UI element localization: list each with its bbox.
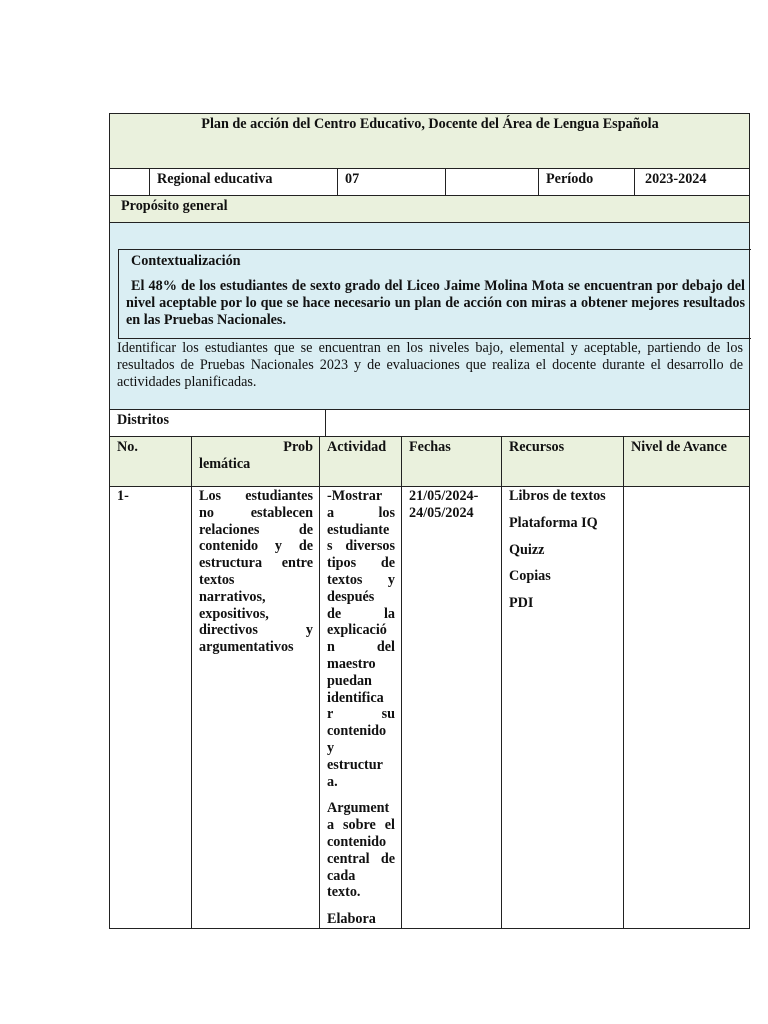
context-heading: Contextualización (131, 253, 241, 269)
period-label: Período (546, 171, 594, 187)
activity-line: Argument (327, 800, 390, 817)
dates-line: 24/05/2024 (409, 504, 474, 521)
activity-line (327, 817, 395, 834)
problem-line: narrativos, (199, 588, 266, 605)
activity-line: identifica (327, 689, 384, 706)
activity-line-word: n (327, 639, 335, 656)
context-text: El 48% de los estudiantes de sexto grado del Liceo Jaime Molina Mota se encuentran por debajo del nivel aceptable por lo que se hace necesario un plan de acción con miras a obtener mejores resultados en las Pruebas Nacionales. (126, 278, 745, 328)
problem-line-word: relaciones (199, 521, 260, 538)
problem-line: expositivos, (199, 605, 269, 622)
activity-line (327, 538, 395, 555)
document-title: Plan de acción del Centro Educativo, Docente del Área de Lengua Española (201, 116, 659, 132)
districts-row (109, 409, 750, 436)
regional-row (109, 168, 750, 195)
regional-value-cell (337, 168, 445, 195)
activity-line: texto. (327, 884, 361, 901)
purpose-row (109, 195, 750, 222)
problem-line-word: de (298, 521, 313, 538)
header-problem: Prob lemática (191, 436, 319, 486)
dates-text (409, 488, 495, 522)
activity-block-1 (327, 488, 395, 790)
row1-problem (191, 486, 319, 929)
activity-block-3 (327, 911, 395, 928)
activity-line: puedan (327, 672, 372, 689)
activity-line (327, 606, 395, 623)
problem-line-word: no (199, 504, 214, 521)
activity-line-word: central (327, 850, 370, 867)
table-row (109, 486, 750, 929)
problem-line-word: contenido (199, 538, 259, 555)
activity-line-word: diversos (345, 538, 395, 555)
problem-text (199, 488, 313, 656)
blank-cell-a (109, 168, 149, 195)
activity-line-word: de (380, 555, 395, 572)
problem-line-word: entre (281, 555, 313, 572)
activity-line: Elabora (327, 911, 376, 928)
table-header-row (109, 436, 750, 486)
problem-line-word: estudiantes (245, 488, 313, 504)
blank-cell-b (445, 168, 538, 195)
problem-line-word: y (274, 538, 283, 555)
problem-line-word: establecen (250, 504, 313, 521)
regional-label: Regional educativa (157, 171, 273, 187)
districts-label: Distritos (117, 412, 170, 428)
resource-item: Libros de textos (509, 488, 606, 504)
districts-value-cell (325, 409, 750, 436)
resources-list (509, 488, 617, 612)
problem-line-word: y (305, 622, 313, 639)
activity-line-word: r (327, 706, 334, 723)
resource-item: Plataforma IQ (509, 514, 598, 531)
problem-line (199, 522, 313, 539)
header-resources: Recursos (501, 436, 623, 486)
context-box (118, 249, 751, 339)
activity-line: contenido (327, 833, 387, 850)
problem-line: argumentativos (199, 639, 294, 656)
activity-line: cada (327, 867, 356, 884)
activity-line: estructur (327, 756, 383, 773)
problem-line-word: directivos (199, 622, 258, 639)
activity-line (327, 706, 395, 723)
activity-line-word: de (380, 850, 395, 867)
activity-line (327, 555, 395, 572)
header-progress: Nivel de Avance (623, 436, 750, 486)
activity-line (327, 572, 395, 589)
problem-line (199, 538, 313, 555)
problem-line-word: Los (199, 488, 222, 504)
activity-line-word: a (327, 504, 335, 521)
activity-line-word: del (376, 639, 395, 656)
problem-line-word: estructura (199, 555, 263, 572)
activity-line-word: los (378, 504, 395, 521)
activity-line-word: textos (327, 571, 363, 588)
activity-line (327, 639, 395, 656)
resource-item: Quizz (509, 541, 545, 558)
table-bottom-border (109, 928, 750, 929)
activity-line: y (327, 739, 335, 756)
period-value: 2023-2024 (645, 171, 707, 187)
regional-value: 07 (345, 171, 360, 187)
period-value-cell (634, 168, 750, 195)
header-no: No. (109, 436, 191, 486)
row1-progress (623, 486, 750, 929)
activity-line (327, 505, 395, 522)
header-activity: Actividad (319, 436, 401, 486)
title-row (109, 113, 750, 168)
activity-line-word: a (327, 817, 335, 834)
activity-line-word: la (383, 605, 395, 622)
activity-line (327, 851, 395, 868)
activity-line-word: su (381, 706, 395, 723)
problem-line (199, 488, 313, 505)
row1-activity (319, 486, 401, 929)
activity-line: explicació (327, 622, 387, 639)
row1-resources (501, 486, 623, 929)
header-dates: Fechas (401, 436, 501, 486)
activity-line: después (327, 588, 375, 605)
activity-line-word: y (387, 571, 395, 588)
districts-label-cell (109, 409, 325, 436)
context-row (109, 222, 750, 409)
activity-line-word: s (327, 538, 333, 555)
context-cell (109, 222, 750, 409)
resource-item: PDI (509, 595, 534, 612)
activity-line: a. (327, 773, 338, 790)
purpose-cell (109, 195, 750, 222)
problem-line: textos (199, 571, 235, 588)
period-label-cell (538, 168, 634, 195)
objective-text: Identificar los estudiantes que se encuentran en los niveles bajo, elemental y aceptable, partiendo de los resultados de Pruebas Nacionales 2023 y de evaluaciones que realiza el docente durante el desarrollo de actividades planificadas. (117, 340, 743, 390)
regional-label-cell (149, 168, 337, 195)
problem-line (199, 622, 313, 639)
resource-item: Copias (509, 568, 551, 585)
problem-line (199, 555, 313, 572)
dates-line: 21/05/2024- (409, 488, 479, 504)
problem-line-word: de (298, 538, 313, 555)
activity-line: estudiante (327, 521, 390, 538)
row1-no: 1- (109, 486, 191, 929)
problem-line (199, 505, 313, 522)
activity-line: contenido (327, 723, 387, 740)
activity-line: -Mostrar (327, 488, 383, 504)
purpose-label: Propósito general (121, 198, 228, 214)
activity-line-word: tipos (327, 555, 357, 572)
row1-dates (401, 486, 501, 929)
activity-block-2 (327, 800, 395, 901)
activity-line-word: de (327, 605, 342, 622)
activity-line-word: sobre (343, 817, 376, 834)
title-cell (109, 113, 750, 168)
activity-line-word: el (384, 817, 395, 834)
activity-line: maestro (327, 655, 376, 672)
